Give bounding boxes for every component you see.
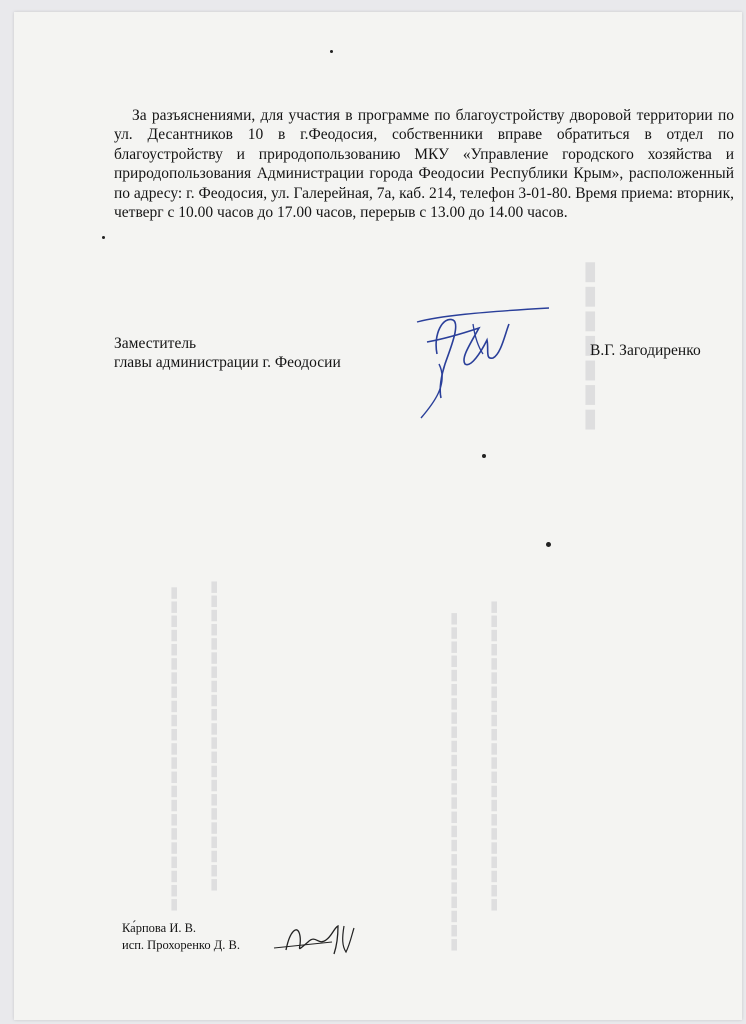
scan-speck — [546, 542, 551, 547]
document-page — [14, 12, 742, 1020]
scan-speck — [482, 454, 486, 458]
scan-speck — [330, 50, 333, 53]
bleed-through-decoration: ▬▬▬▬▬▬▬▬▬▬▬▬▬▬▬▬▬▬▬▬▬▬▬ — [164, 586, 182, 912]
bleed-through-decoration: ▬▬▬▬▬▬▬▬▬▬▬▬▬▬▬▬▬▬▬▬▬▬ — [484, 600, 502, 912]
executors-block — [122, 920, 240, 954]
bleed-through-decoration: ▬▬▬▬▬▬▬▬▬▬▬▬▬▬▬▬▬▬▬▬▬▬▬▬ — [444, 611, 462, 952]
signature-image — [409, 294, 559, 424]
executor-line-1: Ка́рпова И. В. — [122, 921, 197, 935]
executor-line-2: исп. Прохоренко Д. В. — [122, 938, 240, 952]
signatory-title — [114, 334, 341, 372]
signatory-title-line-1: Заместитель — [114, 335, 197, 352]
body-paragraph: За разъяснениями, для участия в программе по благоустройству дворовой территории по ул. Десантников 10 в г.Феодосия, собственники вправе обратиться в отдел по благоустройству и природопользованию МКУ «Управление городского хозяйства и природопользования Администрации города Феодосии Республики Крым», расположенный по адресу: г. Феодосия, ул. Галерейная, 7а, каб. 214, телефон 3-01-80. Время приема: вторник, четверг с 10.00 часов до 17.00 часов, перерыв с 13.00 до 14.00 часов. — [114, 106, 734, 221]
bleed-through-decoration: ▬▬▬▬▬▬▬▬▬▬▬▬▬▬▬▬▬▬▬▬▬▬ — [204, 580, 222, 892]
signatory-title-line-2: главы администрации г. Феодосии — [114, 354, 341, 371]
bleed-through-decoration: ▬▬▬▬▬▬▬ — [574, 260, 604, 432]
signatory-name: В.Г. Загодиренко — [590, 342, 701, 359]
executor-signature-image — [272, 920, 372, 960]
scan-speck — [102, 236, 105, 239]
